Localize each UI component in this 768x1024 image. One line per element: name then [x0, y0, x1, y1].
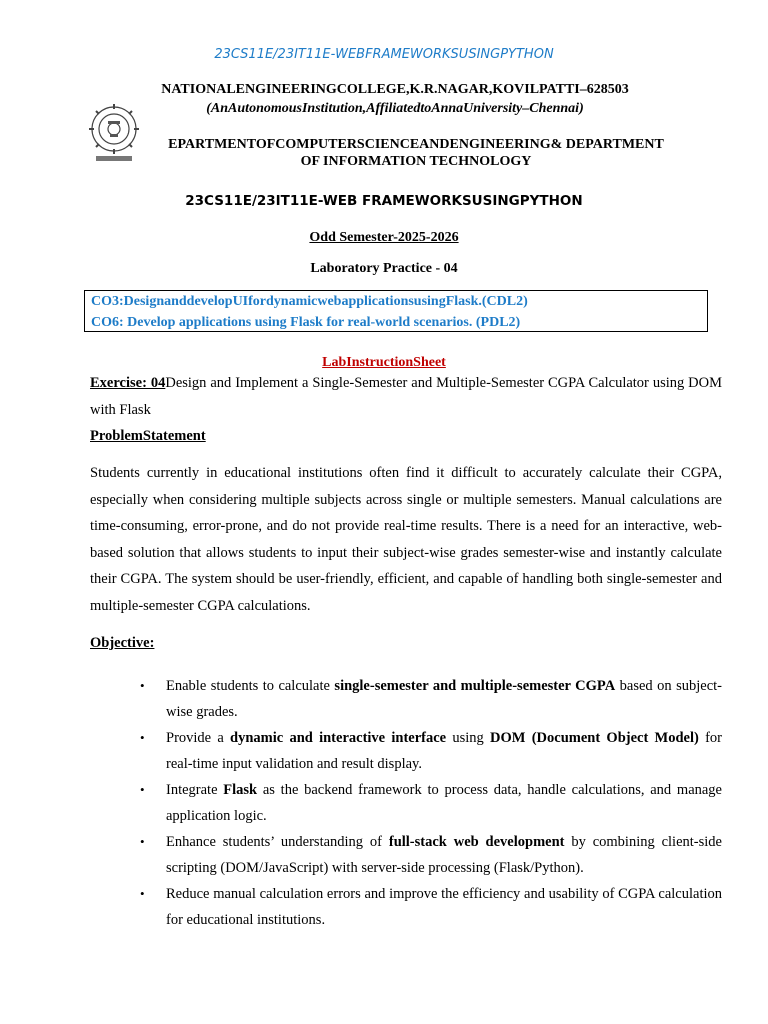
department-line-2: OF INFORMATION TECHNOLOGY — [300, 154, 532, 169]
bullet-icon: • — [140, 834, 145, 849]
bullet-icon: • — [140, 678, 145, 693]
objective-list — [90, 673, 722, 933]
lab-practice-label: Laboratory Practice - 04 — [310, 261, 458, 276]
objective-heading: Objective: — [90, 635, 155, 651]
course-outcome-co6: CO6: Develop applications using Flask for real-world scenarios. (PDL2) — [91, 315, 521, 330]
department-line-1: EPARTMENTOFCOMPUTERSCIENCEANDENGINEERING& DEPARTMENT — [168, 137, 664, 152]
course-title: 23CS11E/23IT11E-WEB FRAMEWORKSUSINGPYTHON — [185, 193, 583, 209]
exercise-label: Exercise: 04 — [90, 375, 166, 391]
list-item: • Integrate Flask as the backend framework to process data, handle calculations, and manage application logic. — [90, 777, 722, 829]
exercise-statement — [90, 370, 722, 423]
course-outcomes-box — [84, 290, 708, 332]
course-code-header: 23CS11E/23IT11E-WEBFRAMEWORKSUSINGPYTHON — [214, 47, 554, 62]
list-item: • Enhance students’ understanding of full-stack web development by combining client-side scripting (DOM/JavaScript) with server-side processing (Flask/Python). — [90, 829, 722, 881]
bullet-icon: • — [140, 886, 145, 901]
problem-statement-text: Students currently in educational institutions often find it difficult to accurately calculate their CGPA, especially when considering multiple subjects across single or multiple semesters. Manual calculations are time-consuming, error-prone, and do not provide real-time results. There is a need for an interactive, web-based solution that allows students to input their subject-wise grades semester-wise and instantly calculate their CGPA. The system should be user-friendly, efficient, and capable of handling both single-semester and multiple-semester CGPA calculations. — [90, 465, 722, 614]
department-name — [146, 136, 686, 170]
college-affiliation: (AnAutonomousInstitution,AffiliatedtoAnnaUniversity–Chennai) — [206, 101, 584, 116]
college-name: NATIONALENGINEERINGCOLLEGE,K.R.NAGAR,KOVILPATTI–628503 — [161, 82, 629, 97]
course-outcome-co3: CO3:DesignanddevelopUIfordynamicwebapplicationsusingFlask.(CDL2) — [91, 294, 528, 309]
exercise-text: Design and Implement a Single-Semester and Multiple-Semester CGPA Calculator using DOM with Flask — [90, 375, 723, 418]
list-item: • Provide a dynamic and interactive interface using DOM (Document Object Model) for real-time input validation and result display. — [90, 725, 722, 777]
semester-label: Odd Semester-2025-2026 — [309, 230, 459, 245]
bullet-icon: • — [140, 730, 145, 745]
list-item: • Enable students to calculate single-semester and multiple-semester CGPA based on subject-wise grades. — [90, 673, 722, 725]
problem-statement-heading: ProblemStatement — [90, 428, 206, 444]
lab-instruction-heading: LabInstructionSheet — [322, 355, 446, 370]
bullet-icon: • — [140, 782, 145, 797]
list-item: • Reduce manual calculation errors and improve the efficiency and usability of CGPA calculation for educational institutions. — [90, 881, 722, 933]
